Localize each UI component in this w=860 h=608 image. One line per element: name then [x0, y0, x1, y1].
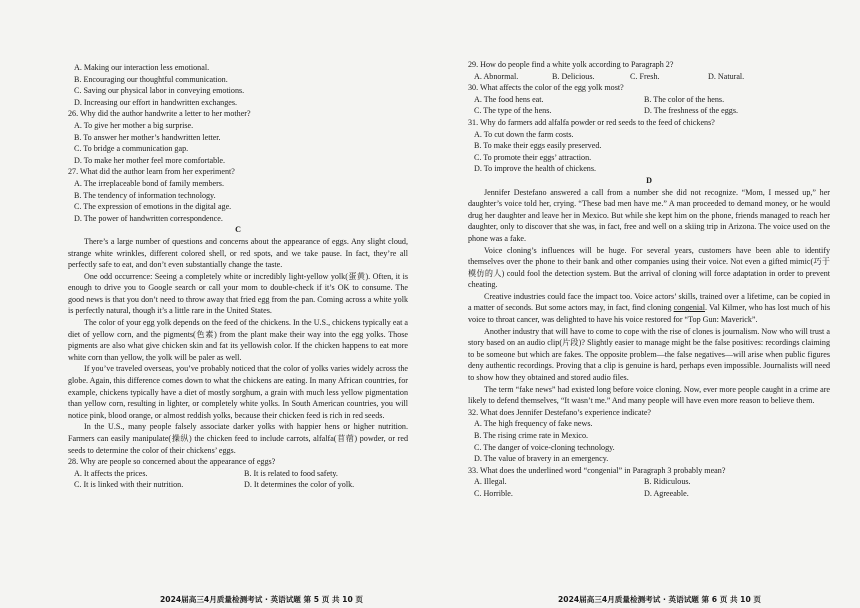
q26-option-d: D. To make her mother feel more comfortable.: [74, 155, 225, 165]
q29-option-c: C. Fresh.: [630, 71, 660, 81]
q29-option-a: A. Abnormal.: [474, 71, 519, 81]
q28-option-c: C. It is linked with their nutrition.: [74, 480, 184, 490]
passage-c-paragraph-4: If you’ve traveled overseas, you’ve probably noticed that the color of yolks varies widely across the globe. Again, this difference comes down to what the chickens are eating. In many African countries, for example, chickens typically have a diet of mostly sorghum, a grain with much less yellow pigmentation than yellow corn, resulting in lighter, or completely white yolks. In South American countries, you will notice pink, blood orange, or almost reddish yolks, because their chicken feed is rich in red seeds.: [68, 364, 408, 420]
q33-option-c: C. Horrible.: [474, 488, 513, 498]
passage-d-paragraph-3: [468, 291, 830, 326]
question-33: 33. What does the underlined word “congenial” in Paragraph 3 probably mean?: [468, 465, 726, 475]
q30-option-a: A. The food hens eat.: [474, 94, 544, 104]
q30-option-b: B. The color of the hens.: [644, 94, 725, 104]
q28-option-b: B. It is related to food safety.: [244, 468, 338, 478]
q27-option-d: D. The power of handwritten correspondence.: [74, 213, 223, 223]
passage-c-paragraph-5: In the U.S., many people falsely associate darker yolks with happier hens or higher nutrition. Farmers can easily manipulate(操纵) the chicken feed to include carrots, alfalfa(苜蓿) powder, or red seeds to determine the color of their chickens’ eggs.: [68, 422, 408, 455]
q26-option-b: B. To answer her mother’s handwritten letter.: [74, 132, 221, 142]
q26-option-a: A. To give her mother a big surprise.: [74, 120, 194, 130]
q27-option-b: B. The tendency of information technology.: [74, 190, 216, 200]
question-29: 29. How do people find a white yolk according to Paragraph 2?: [468, 60, 674, 69]
q31-option-a: A. To cut down the farm costs.: [474, 129, 574, 139]
passage-d-paragraph-1: Jennifer Destefano answered a call from a number she did not recognize. “Mom, I messed up,” her daughter’s voice told her, crying. “These bad men have me.” A man proceeded to demand money, or he would drug her daughter and leave her in Mexico. But while she kept him on the phone, friends managed to reach her daughter, only to discover that she was, in fact, free and well on a skiing trip in Arizona. The voice used on the phone was a fake.: [468, 187, 830, 243]
q29-option-d: D. Natural.: [708, 71, 745, 81]
q29-option-b: B. Delicious.: [552, 71, 595, 81]
q30-option-c: C. The type of the hens.: [474, 106, 552, 116]
question-28: 28. Why are people so concerned about the appearance of eggs?: [68, 457, 276, 467]
page-5-footer: 2024届高三4月质量检测考试 · 英语试题 第 5 页 共 10 页: [160, 595, 363, 605]
passage-c-paragraph-3: The color of your egg yolk depends on the feed of the chickens. In the U.S., chickens typically eat a diet of yellow corn, and the pigments(色素) from the plant make their way into the egg yolks. Those pigments are also what give chicken skin and fat its yellowish color. If the chicken happens to eat more white corn than yellow, the yolk will be paler as well.: [68, 318, 408, 362]
underlined-word-congenial: congenial: [673, 303, 706, 313]
paragraph-3-part-2: . Val Kilmer, who has lost much of his voice to throat cancer, was delighted to have his voice restored for “Top Gun: Maverick”.: [468, 303, 830, 325]
q33-options-row-1: [474, 476, 830, 488]
q26-option-c: C. To bridge a communication gap.: [74, 144, 189, 154]
q32-option-d: D. The value of bravery in an emergency.: [474, 454, 609, 464]
exam-page-6: [430, 0, 860, 608]
question-26: 26. Why did the author handwrite a letter to her mother?: [68, 109, 251, 119]
q28-options-row-2: [74, 479, 408, 491]
q28-options-row-1: [74, 468, 408, 480]
question-27: 27. What did the author learn from her experiment?: [68, 167, 235, 177]
page-6-footer: 2024届高三4月质量检测考试 · 英语试题 第 6 页 共 10 页: [558, 595, 761, 605]
question-31: 31. Why do farmers add alfalfa powder or red seeds to the feed of chickens?: [468, 117, 715, 127]
passage-c-paragraph-2: One odd occurrence: Seeing a completely white or incredibly light-yellow yolk(蛋黄). Often, it is enough to drive you to Google search or call your mom to double-check if it’s OK to consume. The good news is that you don’t need to throw away that fried egg from the pan. Coming across a white yolk is perfectly natural, though it’s a little rare in the United States.: [68, 271, 408, 316]
q29-options-row: [474, 71, 830, 83]
passage-d-paragraph-5: The term “fake news” had existed long before voice cloning. Now, ever more people caught in a crime are likely to defend themselves, “It wasn’t me.” And many people will have even more reason to believe them.: [468, 384, 830, 406]
q33-option-a: A. Illegal.: [474, 477, 507, 487]
q25-option-d: D. Increasing our effort in handwritten exchanges.: [74, 97, 238, 107]
q31-option-c: C. To promote their eggs’ attraction.: [474, 152, 592, 162]
passage-c-paragraph-1: There’s a large number of questions and concerns about the appearance of eggs. Any slight cloud, strange white wrinkles, different colored shell, or red spots, and we take pause. In fact, they’re all perfectly safe to eat, and don’t even substantially change the taste.: [68, 236, 408, 270]
question-32: 32. What does Jennifer Destefano’s experience indicate?: [468, 407, 652, 417]
q33-option-d: D. Agreeable.: [644, 488, 689, 498]
question-30: 30. What affects the color of the egg yolk most?: [468, 83, 624, 93]
q25-option-a: A. Making our interaction less emotional.: [74, 63, 210, 72]
q30-options-row-1: [474, 94, 830, 106]
q25-option-b: B. Encouraging our thoughtful communication.: [74, 74, 228, 84]
q25-option-c: C. Saving our physical labor in conveying emotions.: [74, 86, 245, 96]
passage-d-paragraph-4: Another industry that will have to come to cope with the rise of clones is journalism. Now who will trust a story based on an audio clip(片段)? Slightly easier to manage might be the false positives: recordings claiming to be someone but which are fakes. The opposite problem—the false negatives—will arise when public figures deny authentic recordings. Proving that a clip is genuine is hard, perhaps even impossible. Journalists will need to show how they obtained and stored audio files.: [468, 326, 830, 383]
q30-option-d: D. The freshness of the eggs.: [644, 106, 739, 116]
section-d-heading: D: [646, 175, 652, 185]
q32-option-a: A. The high frequency of fake news.: [474, 419, 593, 429]
q30-options-row-2: [474, 105, 830, 117]
q32-option-c: C. The danger of voice-cloning technology.: [474, 442, 615, 452]
q27-option-c: C. The expression of emotions in the digital age.: [74, 202, 232, 212]
q31-option-b: B. To make their eggs easily preserved.: [474, 141, 602, 151]
q32-option-b: B. The rising crime rate in Mexico.: [474, 431, 589, 440]
paragraph-3-part-1: Creative industries could face the impact too. Voice actors’ skills, trained over a lifetime, can be copied in a matter of seconds. But some actors may, in fact, find cloning: [468, 291, 830, 313]
q28-option-a: A. It affects the prices.: [74, 468, 148, 478]
q33-options-row-2: [474, 488, 830, 500]
section-c-heading: C: [235, 225, 241, 235]
q31-option-d: D. To improve the health of chickens.: [474, 164, 597, 174]
q27-option-a: A. The irreplaceable bond of family members.: [74, 178, 224, 188]
q28-option-d: D. It determines the color of yolk.: [244, 480, 355, 490]
q33-option-b: B. Ridiculous.: [644, 477, 691, 487]
passage-d-paragraph-2: Voice cloning’s influences will be huge. For several years, customers have been able to identify themselves over the phone to their bank and other companies using their voice. Not even a gifted mimic(巧于模仿的人) could fool the detection system. But the arrival of cloning will force adaptation in order to prevent cheating.: [468, 245, 830, 290]
